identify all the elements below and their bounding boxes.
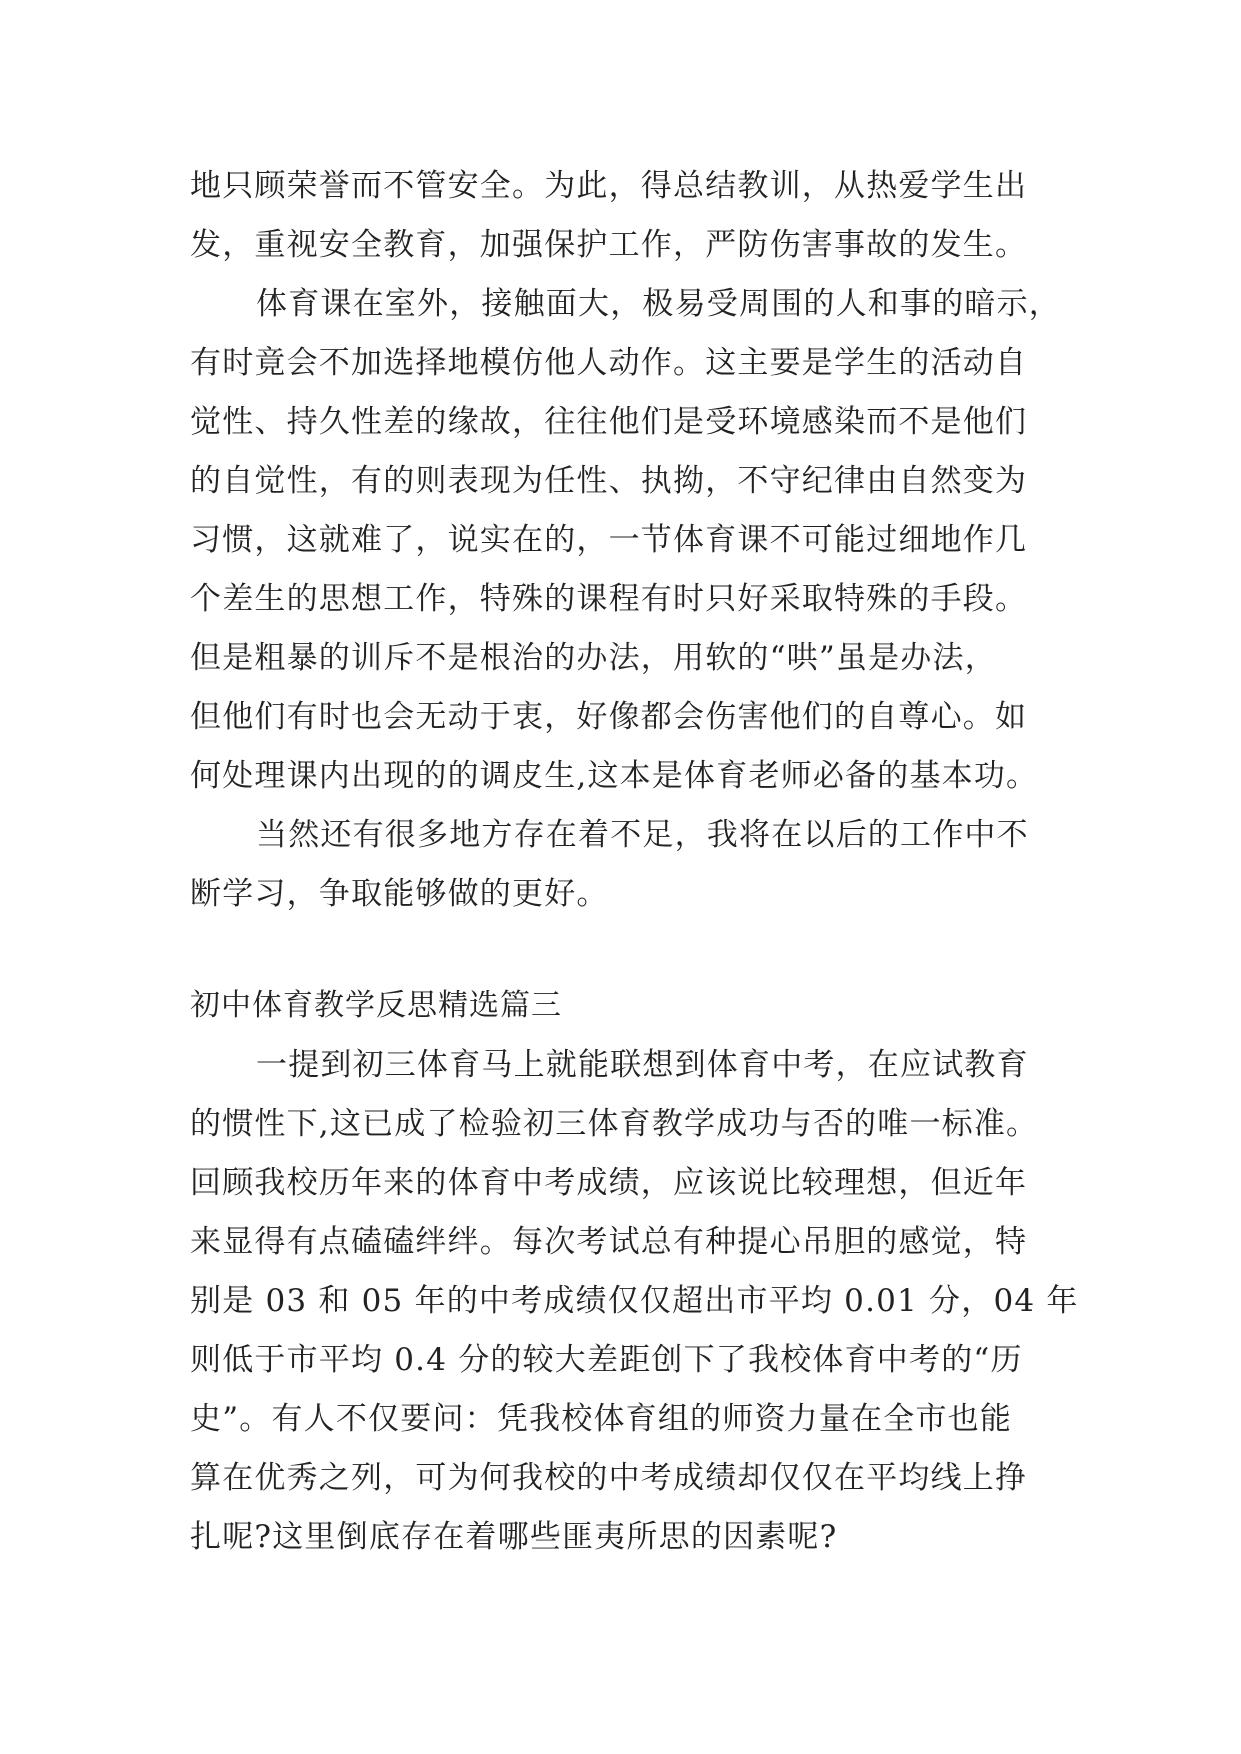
paragraph-line: 但是粗暴的训斥不是根治的办法，用软的“哄”虽是办法， [190,640,997,676]
paragraph-line: 回顾我校历年来的体育中考成绩，应该说比较理想，但近年 [190,1165,1028,1201]
paragraph-line: 何处理课内出现的的调皮生,这本是体育老师必备的基本功。 [190,758,1039,794]
paragraph-line: 史”。有人不仅要问：凭我校体育组的师资力量在全市也能 [190,1401,1013,1437]
paragraph-line: 断学习，争取能够做的更好。 [190,876,609,912]
paragraph-line: 的惯性下,这已成了检验初三体育教学成功与否的唯一标准。 [190,1106,1039,1142]
paragraph-line: 来显得有点磕磕绊绊。每次考试总有种提心吊胆的感觉，特 [190,1224,1028,1260]
section-heading: 初中体育教学反思精选篇三 [190,988,562,1023]
paragraph-line: 有时竟会不加选择地模仿他人动作。这主要是学生的活动自 [190,345,1028,381]
paragraph-line: 体育课在室外，接触面大，极易受周围的人和事的暗示， [256,286,1061,322]
paragraph-line: 发，重视安全教育，加强保护工作，严防伤害事故的发生。 [190,227,1028,263]
paragraph-line: 习惯，这就难了，说实在的，一节体育课不可能过细地作几 [190,522,1028,558]
paragraph-line: 个差生的思想工作，特殊的课程有时只好采取特殊的手段。 [190,581,1028,617]
paragraph-line: 当然还有很多地方存在着不足，我将在以后的工作中不 [256,817,1029,853]
paragraph-line: 但他们有时也会无动于衷，好像都会伤害他们的自尊心。如 [190,699,1028,735]
paragraph-line: 觉性、持久性差的缘故，往往他们是受环境感染而不是他们 [190,404,1028,440]
paragraph-line: 则低于市平均 0.4 分的较大差距创下了我校体育中考的“历 [190,1342,1023,1378]
paragraph-line: 扎呢?这里倒底存在着哪些匪夷所思的因素呢? [190,1519,838,1555]
paragraph-line: 地只顾荣誉而不管安全。为此，得总结教训，从热爱学生出 [190,168,1028,204]
paragraph-line: 别是 03 和 05 年的中考成绩仅仅超出市平均 0.01 分，04 年 [190,1283,1079,1319]
paragraph-line: 一提到初三体育马上就能联想到体育中考，在应试教育 [256,1047,1029,1083]
paragraph-line: 的自觉性，有的则表现为任性、执拗，不守纪律由自然变为 [190,463,1028,499]
paragraph-line: 算在优秀之列，可为何我校的中考成绩却仅仅在平均线上挣 [190,1460,1028,1496]
